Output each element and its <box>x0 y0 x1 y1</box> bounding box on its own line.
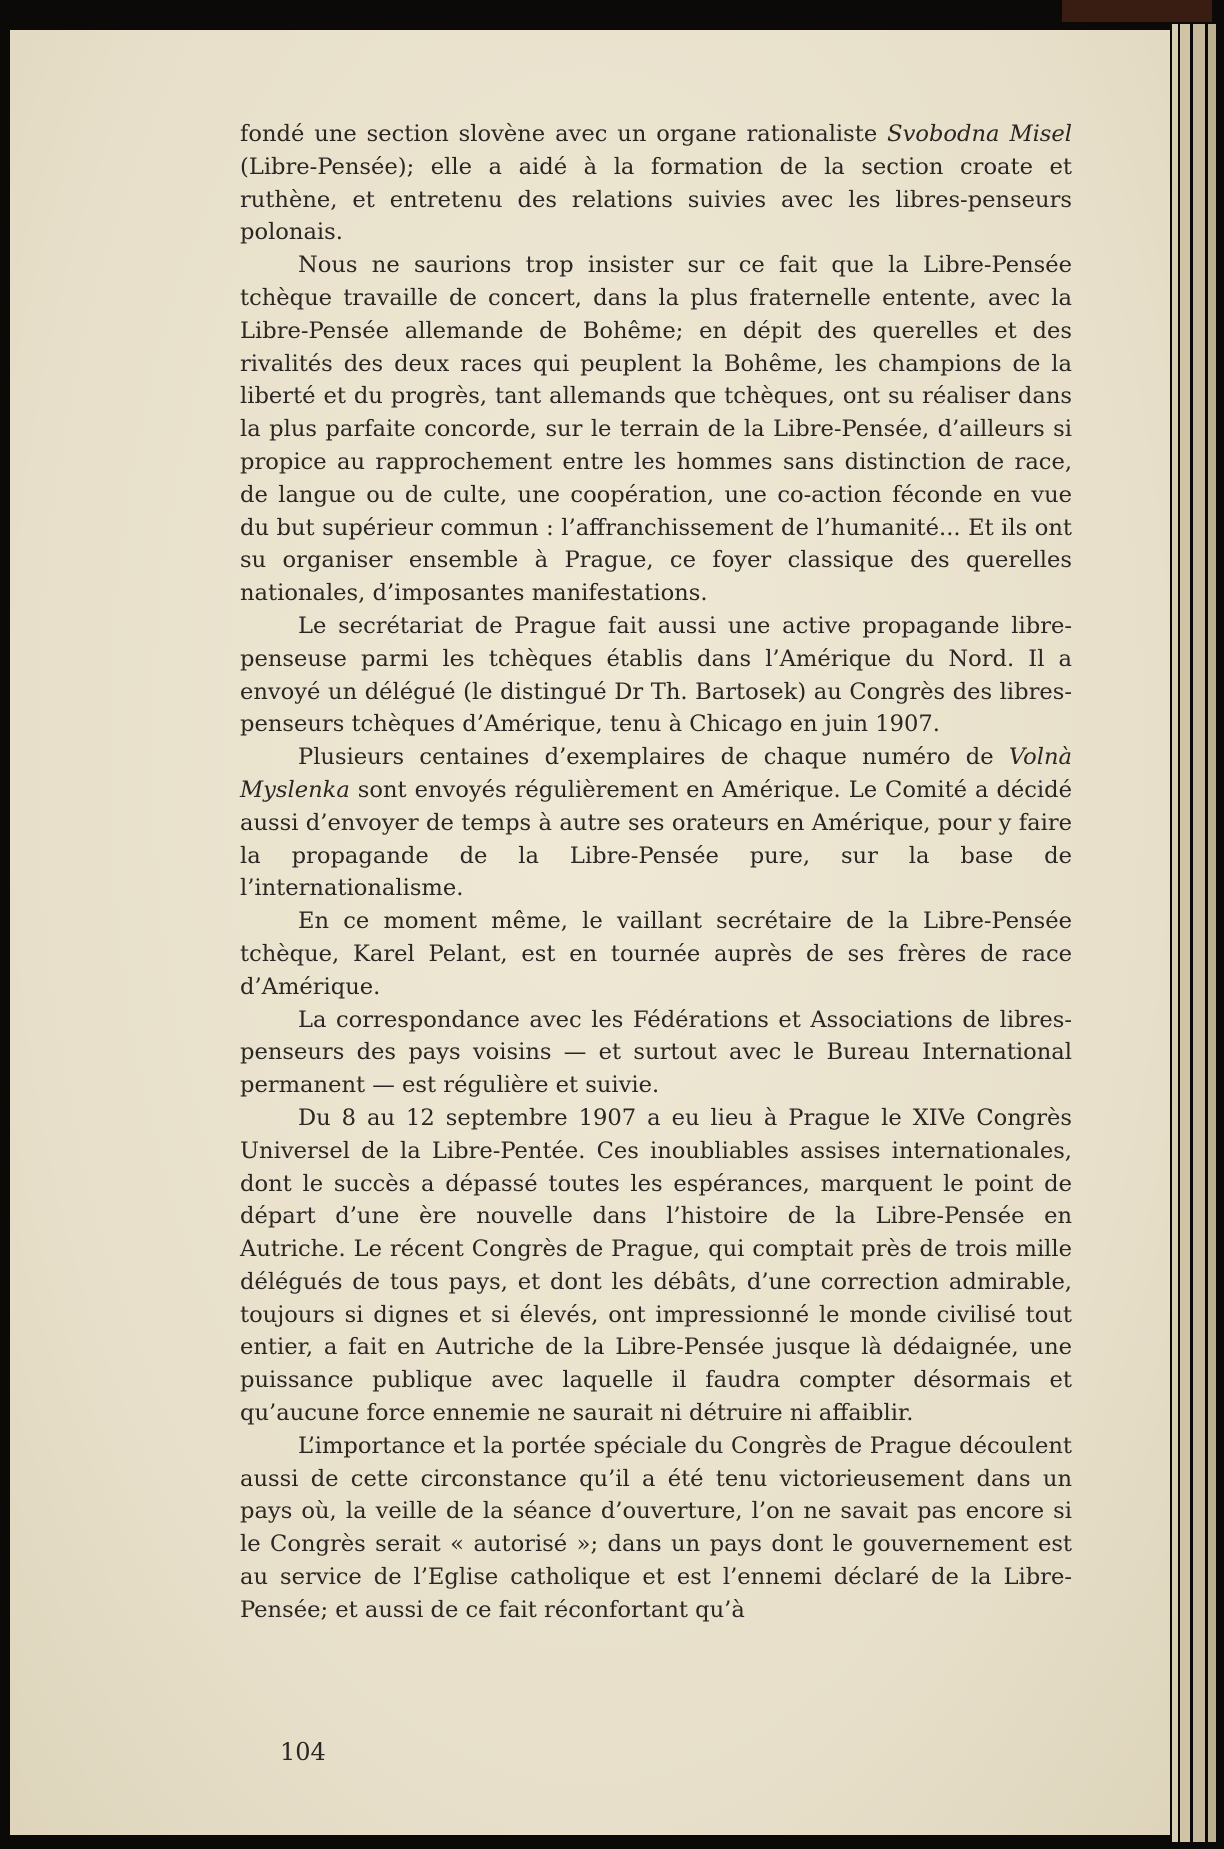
paragraph <box>240 1004 1072 1102</box>
text-run: Plusieurs centaines d’exemplaires de chaque numéro de <box>298 744 1009 771</box>
page-number: 104 <box>280 1738 326 1766</box>
page-edge <box>1172 24 1178 1842</box>
paragraph <box>240 1102 1072 1430</box>
paragraph <box>240 1430 1072 1627</box>
paragraph <box>240 741 1072 905</box>
page-edge <box>1208 24 1216 1842</box>
publication-title: Volnà Myslenka <box>240 744 1072 803</box>
body-text <box>240 118 1072 1627</box>
publication-title: Svobodna Misel <box>887 121 1072 147</box>
page-edge <box>1180 24 1190 1842</box>
paragraph <box>240 905 1072 1003</box>
text-run: L’importance et la portée spéciale du Congrès de Prague découlent aussi de cette circonstance qu’il a été tenu victorieusement dans un pays où, la veille de la séance d’ouverture, l’on ne savait pas encore si le Congrès serait « autorisé »; dans un pays dont le gouvernement est au service de l’Eglise catholique et est l’ennemi déclaré de la Libre-Pensée; et aussi de ce fait réconfortant qu’à <box>240 1432 1072 1623</box>
text-run: fondé une section slovène avec un organe rationaliste <box>240 121 888 147</box>
text-run: Du 8 au 12 septembre 1907 a eu lieu à Prague le XIVe Congrès Universel de la Libre-Pentée. Ces inoubliables assises internationales, dont le succès a dépassé toutes les espérances, marquent le point de départ d’une ère nouvelle dans l’histoire de la Libre-Pensée en Autriche. Le récent Congrès de Prague, qui comptait près de trois mille délégués de tous pays, et dont les débâts, d’une correction admirable, toujours si dignes et si élevés, ont impressionné le monde civilisé tout entier, a fait en Autriche de la Libre-Pensée jusque là dédaignée, une puissance publique avec laquelle il faudra compter désormais et qu’aucune force ennemie ne saurait ni détruire ni affaiblir. <box>240 1104 1072 1427</box>
text-run: La correspondance avec les Fédérations et Associations de libres-penseurs des pays voisins — et surtout avec le Bureau International permanent — est régulière et suivie. <box>240 1006 1072 1099</box>
text-run: sont envoyés régulièrement en Amérique. Le Comité a décidé aussi d’envoyer de temps à autre ses orateurs en Amérique, pour y faire la propagande de la Libre-Pensée pure, sur la base de l’internationalisme. <box>240 776 1072 902</box>
text-run: En ce moment même, le vaillant secrétaire de la Libre-Pensée tchèque, Karel Pelant, est en tournée auprès de ses frères de race d’Amérique. <box>240 908 1072 1000</box>
text-run: (Libre-Pensée); elle a aidé à la formation de la section croate et ruthène, et entretenu des relations suivies avec les libres-penseurs polonais. <box>240 153 1072 246</box>
text-run: Le secrétariat de Prague fait aussi une active propagande libre-penseuse parmi les tchèques établis dans l’Amérique du Nord. Il a envoyé un délégué (le distingué Dr Th. Bartosek) au Congrès des libres-penseurs tchèques d’Amérique, tenu à Chicago en juin 1907. <box>240 612 1072 738</box>
binding-mark <box>1062 0 1212 22</box>
page-edge <box>1193 24 1205 1842</box>
paragraph <box>240 249 1072 610</box>
paragraph <box>240 610 1072 741</box>
text-run: Nous ne saurions trop insister sur ce fait que la Libre-Pensée tchèque travaille de concert, dans la plus fraternelle entente, avec la Libre-Pensée allemande de Bohême; en dépit des querelles et des rivalités des deux races qui peuplent la Bohême, les champions de la liberté et du progrès, tant allemands que tchèques, ont su réaliser dans la plus parfaite concorde, sur le terrain de la Libre-Pensée, d’ailleurs si propice au rapprochement entre les hommes sans distinction de race, de langue ou de culte, une coopération, une co-action féconde en vue du but supérieur commun : l’affranchissement de l’humanité... Et ils ont su organiser ensemble à Prague, ce foyer classique des querelles nationales, d’imposantes manifestations. <box>240 252 1072 607</box>
paragraph <box>240 118 1072 249</box>
